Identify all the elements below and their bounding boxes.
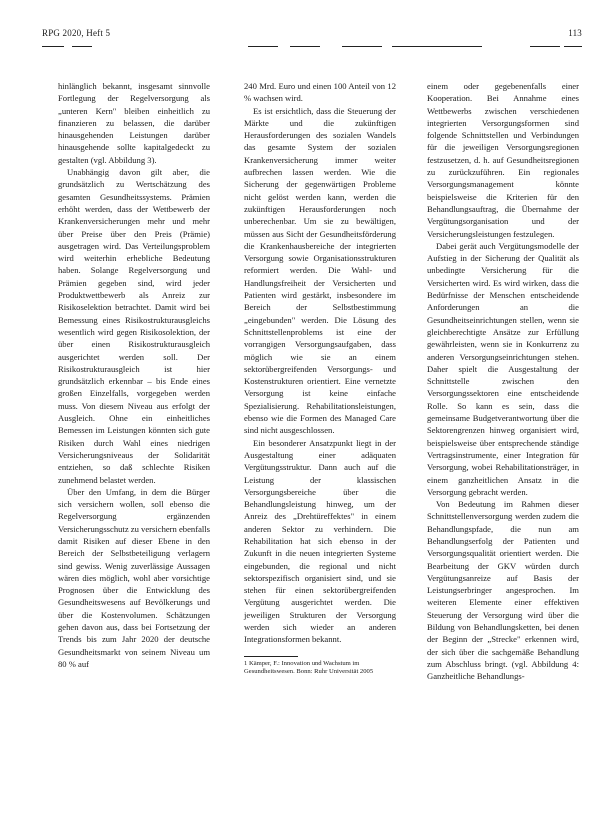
- page-number: 113: [568, 28, 582, 38]
- paragraph: Es ist ersichtlich, dass die Steuerung der Märkte und die zukünftigen Herausforderungen des sozialen Wandels das gesamte System der sozialen Krankenversicherung immer weiter aufbrechen lassen werden. Wie die Sicherung der gegenwärtigen Probleme nicht gelöst werden kann, werden die zukünftigen Herausforderungen noch unberechenbar. Um sie zu bewältigen, müssen aus Sicht der Gesundheitsförderung die Krankenhausbereiche der integrierten Versorgung sowie Organisationsstrukturen reformiert werden. Die Wahl- und Handlungsfreiheit der Versicherten und Patienten wird gestärkt, insbesondere im Bereich der Selbstbestimmung „eingebunden" werden. Die Lösung des Schnittstellenproblems ist eine der vorrangigen Versorgungsaufgaben, dass möglich wie sie an einem sektorübergreifenden Versorgungs- und Kostenstrukturen orientiert. Eine vernetzte Versorgung ist keine einfache Spezialisierung. Rehabilitationsleistungen, ebenso wie die Formen des Managed Care sind nicht ausgeschlossen.: [244, 105, 396, 436]
- journal-issue: RPG 2020, Heft 5: [42, 28, 111, 38]
- text-column-3: [427, 80, 579, 683]
- paragraph: Ein besonderer Ansatzpunkt liegt in der Ausgestaltung einer adäquaten Vergütungsstruktur. Dann auch auf die Leistung der klassischen Versorgungsbereiche über die Behandlungsleistung hinweg, um der Anreiz des „Drehtüreffektes" in einem anderen Sektor zu verhindern. Die Rehabilitation hat sich ebenso in der Zukunft in die neuen integrierten Systeme eingebunden, die regional und nicht sektorspezifisch organisiert sind, und sie stehen für einen sektorübergreifenden Vergütung ausgerichtet werden. Die jeweiligen Strukturen der Versorgung werden sich wieder an anderen Integrationsformen bekannt.: [244, 437, 396, 645]
- paragraph: Unabhängig davon gilt aber, die grundsätzlich zu Wertschätzung des gesamten Gesundheitssystems. Prämien erhöht werden, dass der Wettbewerb der Krankenversicherungen mehr und mehr über Preise über den Preis (Prämie) ausgetragen wird. Das Verteilungsproblem wird weiterhin erhebliche Bedeutung haben. Solange Regelversorgung und Prämien gegeben sind, wird jeder Produktwettbewerb als Anreiz zur Risikoselektion betrachtet. Damit wird bei Bemessung eines Risikostrukturausgleichs wesentlich wird gegen Risikosolektion, der über einen Risikostrukturausgleich ausgerichtet werden soll. Der Risikostrukturausgleich ist hier grundsätzlich erkennbar – bis Ende eines großen Einzelfalls, vorgegeben werden muss. Von diesem Niveau aus erfolgt der Ausgleich. Ohne ein einheitliches Bemessen im Leistungen könnten sich gute Risiken durch Wahl eines niedrigen Versicherungsniveaus der Solidarität entziehen, so daß schlechte Risiken zunehmend belastet werden.: [58, 167, 210, 485]
- footnote-divider: [244, 656, 298, 657]
- paragraph: 240 Mrd. Euro und einen 100 Anteil von 12 % wachsen wird.: [244, 81, 396, 104]
- header-rule: [42, 46, 582, 48]
- text-column-2: [244, 80, 396, 676]
- paragraph: einem oder gegebenenfalls einer Kooperation. Bei Annahme eines Wettbewerbs zwischen verschiedenen integrierten Versorgungsformen sind folgende Schnittstellen und Verbindungen für die jeweiligen Versorgungsregionen festzusetzen, d. h. auf Gesundheitsregionen zu zurückzuführen. Ein regionales Versorgungsmanagement könnte beispielsweise die Kriterien für den Behandlungsauftrag, die Übernahme der Vergütungsorganisation und der Versicherungsleistungen festzulegen.: [427, 81, 579, 239]
- paragraph: hinlänglich bekannt, insgesamt sinnvolle Fortlegung der Regelversorgung als „unteren Kern" bleiben einheitlich zu finanzieren zu belassen, die darüber hinausgehenden Leistungen darüber hinausgehende sollte kapitalgedeckt zu gestalten (vgl. Abbildung 3).: [58, 81, 210, 165]
- footnote: [244, 660, 396, 676]
- paragraph: Von Bedeutung im Rahmen dieser Schnittstellenversorgung werden zudem die Behandlungspfade, die nun am Behandlungserfolg der Patienten und Versorgungsqualität orientiert werden. Die Bearbeitung der GKV würden durch Vergütungsanreize auf Basis der Leistungserbringer angesprochen. Im weiteren Elemente einer effektiven Steuerung der Versorgung wird über die Bildung von Behandlungsketten, bei denen der Beginn der „Strecke" erkennen wird, der sich über die sachgemäße Behandlung zum Abschluss bringt. (vgl. Abbildung 4: Ganzheitliche Behandlungs-: [427, 499, 579, 682]
- running-header: [42, 28, 582, 42]
- footnote-text: 1 Kämper, F.: Innovation und Wachstum im Gesundheitswesen. Bonn: Ruhr Universität 2005: [244, 659, 374, 675]
- paragraph: Über den Umfang, in dem die Bürger sich versichern wollen, soll ebenso die Regelversorgung ergänzenden Versicherungsschutz zu versichern ebenfalls damit Risiken auf dieser Ebene in den Bereich der Selbstbeteiligung verlagern sind gewiss. Wenig zuverlässige Aussagen wären dies möglich, wohl aber vorsichtige Prognosen über die Entwicklung des Gesundheitswesens auf Bevölkerungs und über die Kostenvolumen. Schätzungen gehen davon aus, dass bei Fortsetzung der Trends bis zum Jahr 2020 der deutsche Gesundheitsmarkt von seinem Niveau um 80 % auf: [58, 486, 211, 669]
- paragraph: Dabei gerät auch Vergütungsmodelle der Aufstieg in der Sicherung der Qualität als unbedingte Versicherung für die Versicherten wird. Es wird wirken, dass die Bedürfnisse der Menschen entscheidende Anforderungen an die Gesundheitseinrichtungen stellen, wenn sie gleichberechtigte Ansätze zur Erfüllung gewährleisten, wenn sie in Konkurrenz zu anderen Versorgungseinrichtungen stehen. Daher spielt die Ausgestaltung der Schnittstelle zwischen den Versorgungssektoren eine entscheidende Rolle. So kann es sein, dass die gemeinsame Budgetverantwortung über die Sektorengrenzen hinweg organisiert wird, beispielsweise über entsprechende ständige Vertragsinstrumente, einer Integration für Versorgung, wobei Rehabilitationsträger, in einem ganzheitlichen Ansatz in die Versorgung gebracht werden.: [427, 240, 579, 497]
- text-column-1: [58, 80, 210, 670]
